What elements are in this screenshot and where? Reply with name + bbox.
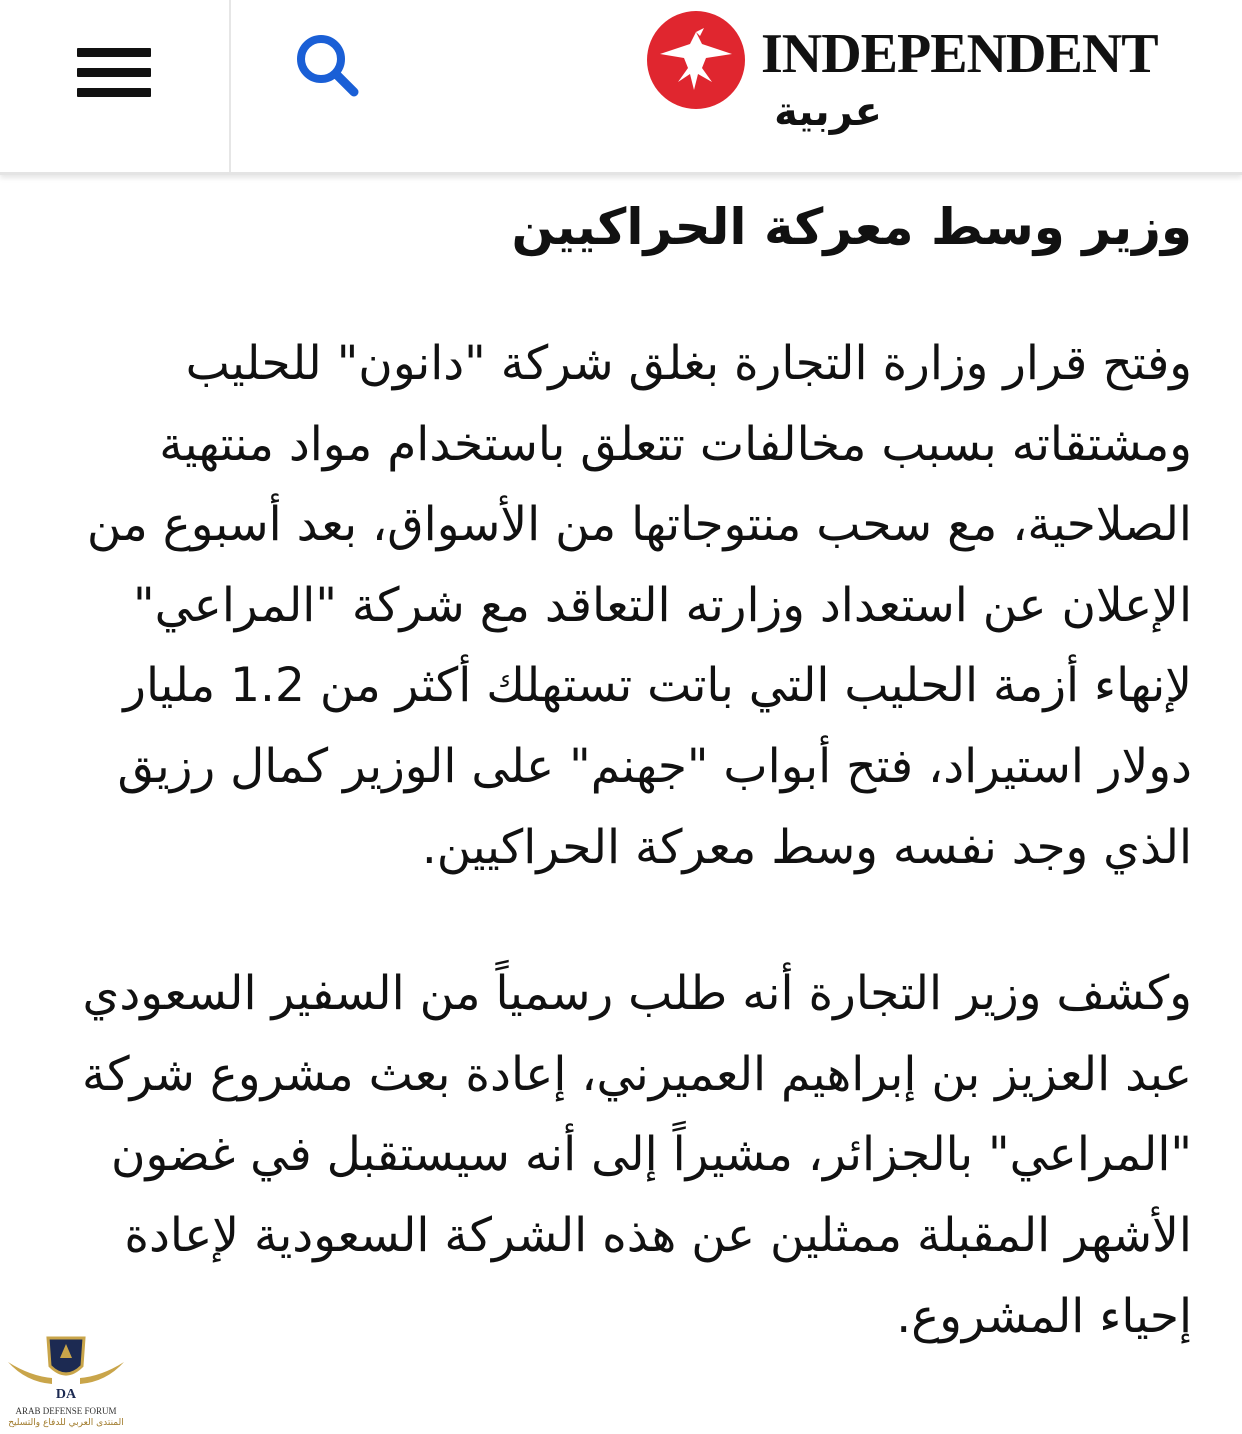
forum-shield-icon: [0, 1332, 132, 1406]
svg-text:DA: DA: [55, 1387, 77, 1402]
site-logo[interactable]: [646, 10, 1191, 140]
forum-name-ar: المنتدى العربي للدفاع والتسليح: [8, 1418, 124, 1428]
logo-arabic-wordmark: عربية: [774, 89, 882, 135]
article-body: [50, 182, 1192, 1357]
forum-name-en: ARAB DEFENSE FORUM: [15, 1406, 117, 1416]
logo-wordmark: INDEPENDENT: [761, 23, 1158, 85]
forum-watermark: [0, 1332, 132, 1434]
article-headline: وزير وسط معركة الحراكيين: [511, 198, 1192, 256]
article-paragraph-2: وكشف وزير التجارة أنه طلب رسمياً من السفير السعودي عبد العزيز بن إبراهيم العميرني، إعادة بعث مشروع شركة "المراعي" بالجزائر، مشيراً إلى أنه سيستقبل في غضون الأشهر المقبلة ممثلين عن هذه الشركة السعودية لإعادة إحياء المشروع.: [82, 966, 1192, 1344]
eagle-logo-icon: [646, 10, 746, 110]
menu-button[interactable]: [0, 0, 231, 172]
article-paragraph-1: وفتح قرار وزارة التجارة بغلق شركة "دانون" للحليب ومشتقاته بسبب مخالفات تتعلق باستخدام مواد منتهية الصلاحية، مع سحب منتوجاتها من الأسواق، بعد أسبوع من الإعلان عن استعداد وزارته التعاقد مع شركة "المراعي" لإنهاء أزمة الحليب التي باتت تستهلك أكثر من 1.2 مليار دولار استيراد، فتح أبواب "جهنم" على الوزير كمال رزيق الذي وجد نفسه وسط معركة الحراكيين.: [86, 336, 1192, 875]
top-header: [0, 0, 1242, 175]
search-icon[interactable]: [290, 28, 365, 103]
